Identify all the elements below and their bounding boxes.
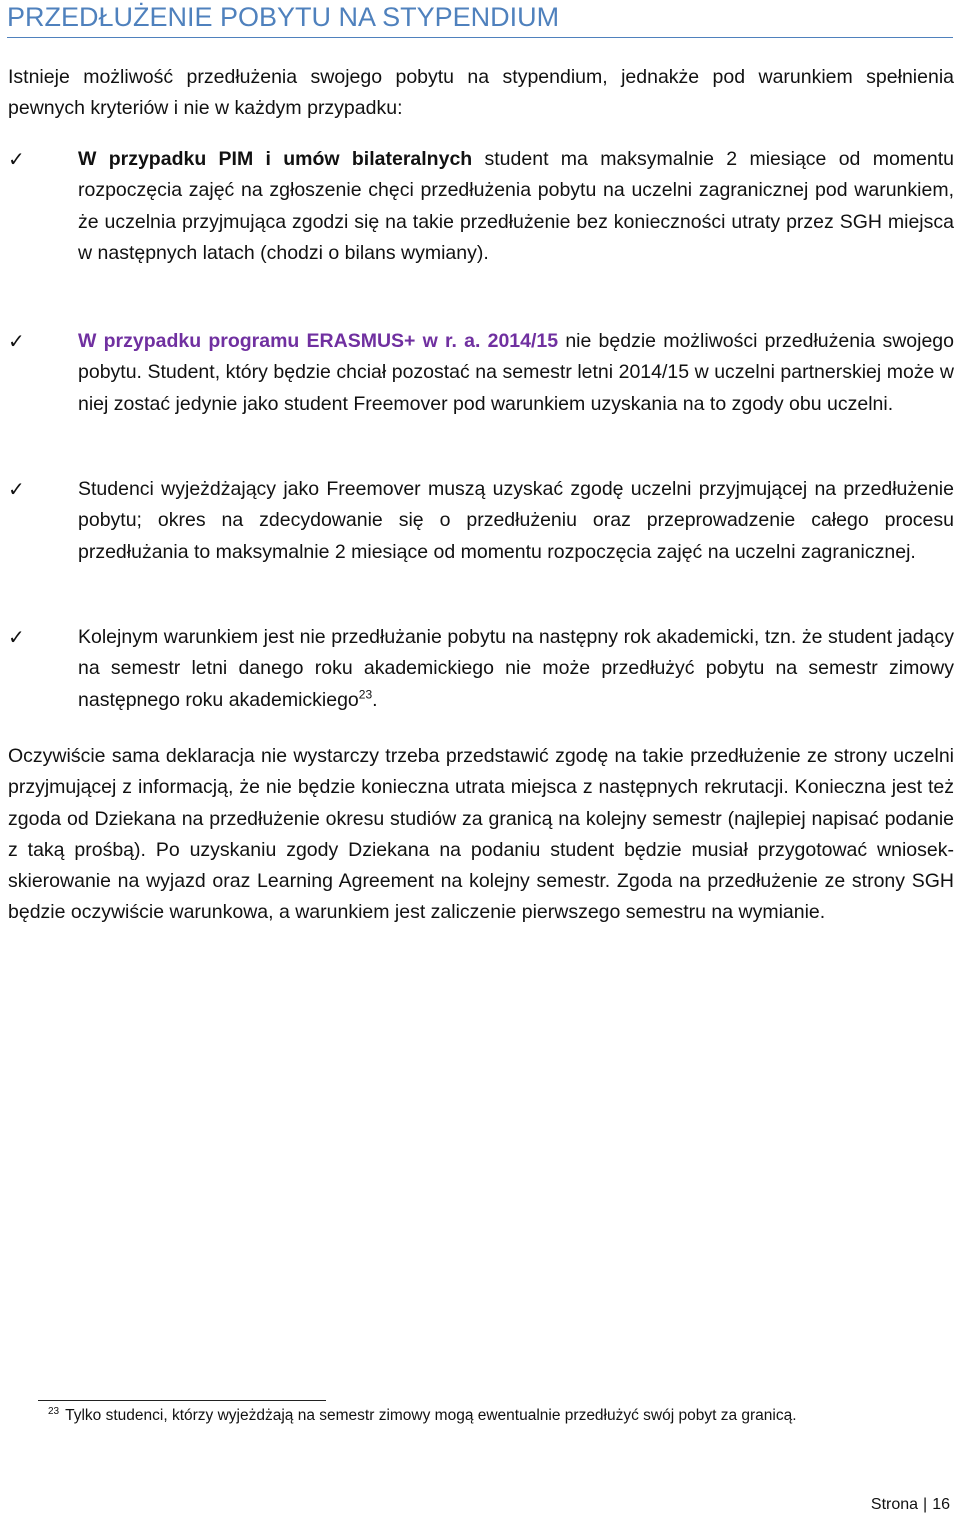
list-item-text: Studenci wyjeżdżający jako Freemover muszą uzyskać zgodę uczelni przyjmującej na przedłużenie pobytu; okres na zdecydowanie się o przedłużeniu oraz przeprowadzenie całego procesu przedłużania to maksymalnie 2 miesiące od momentu rozpoczęcia zajęć na uczelni zagranicznej.: [78, 478, 954, 563]
page-title: PRZEDŁUŻENIE POBYTU NA STYPENDIUM: [7, 0, 953, 38]
list-item: [8, 474, 954, 568]
list-item-text: [78, 144, 954, 269]
list-item: [8, 622, 954, 716]
footnote: [48, 1404, 948, 1428]
intro-paragraph: Istnieje możliwość przedłużenia swojego pobytu na stypendium, jednakże pod warunkiem spełnienia pewnych kryteriów i nie w każdym przypadku:: [8, 66, 954, 120]
list-item-text: [78, 622, 954, 716]
list-item-tail: .: [372, 688, 378, 711]
checkmark-icon: ✓: [8, 147, 25, 171]
list-item-bold: W przypadku PIM i umów bilateralnych: [78, 148, 473, 170]
checkmark-icon: ✓: [8, 625, 25, 649]
page-number: 16: [932, 1496, 950, 1513]
list-item-body: Student, który będzie chciał pozostać na semestr letni 2014/15 w uczelni partnerskiej może w niej zostać jedynie jako student Freemover pod warunkiem uzyskania na to zgody obu uczelni.: [78, 361, 954, 415]
footnote-ref[interactable]: 23: [358, 687, 373, 702]
erasmus-highlight: W przypadku programu ERASMUS+ w r. a. 2014/15: [78, 330, 559, 352]
list-item-body: student ma maksymalnie 2 miesiące od momentu rozpoczęcia zajęć na zgłoszenie chęci przedłużenia pobytu na uczelni zagranicznej pod warunkiem, że uczelnia przyjmująca zgodzi się na takie przedłużenie bez konieczności utraty przez SGH miejsca w następnych latach (chodzi o bilans wymiany).: [78, 148, 954, 264]
page-label: Strona: [870, 1496, 919, 1513]
list-item-text: [78, 326, 954, 420]
footnote-text: Tylko studenci, którzy wyjeżdżają na semestr zimowy mogą ewentualnie przedłużyć swój pobyt za granicą.: [65, 1407, 797, 1424]
footnote-divider: [38, 1400, 326, 1401]
list-item: [8, 144, 954, 269]
list-item-body-gray: nie będzie możliwości przedłużenia swojego pobytu.: [78, 330, 954, 384]
footnote-number: 23: [48, 1405, 60, 1417]
list-item: [8, 326, 954, 420]
checkmark-icon: ✓: [8, 329, 25, 353]
checkmark-icon: ✓: [8, 477, 25, 501]
list-item-body: Kolejnym warunkiem jest nie przedłużanie pobytu na następny rok akademicki, tzn. że student jadący na semestr letni danego roku akademickiego nie może przedłużyć pobytu na semestr zimowy następnego roku akademickiego: [78, 626, 954, 711]
closing-paragraph: Oczywiście sama deklaracja nie wystarczy trzeba przedstawić zgodę na takie przedłużenie ze strony uczelni przyjmującej z informacją, że nie będzie konieczna utrata miejsca z następnych rekrutacji. Konieczna jest też zgoda od Dziekana na przedłużenie okresu studiów za granicą na kolejny semestr (najlepiej napisać podanie z taką prośbą). Po uzyskaniu zgody Dziekana na podaniu student będzie musiał przygotować wniosek-skierowanie na wyjazd oraz Learning Agreement na kolejny semestr. Zgoda na przedłużenie ze strony SGH będzie oczywiście warunkowa, a warunkiem jest zaliczenie pierwszego semestru na wymianie.: [8, 745, 954, 924]
page-separator: |: [923, 1496, 928, 1513]
page-number-footer: [871, 1493, 950, 1517]
